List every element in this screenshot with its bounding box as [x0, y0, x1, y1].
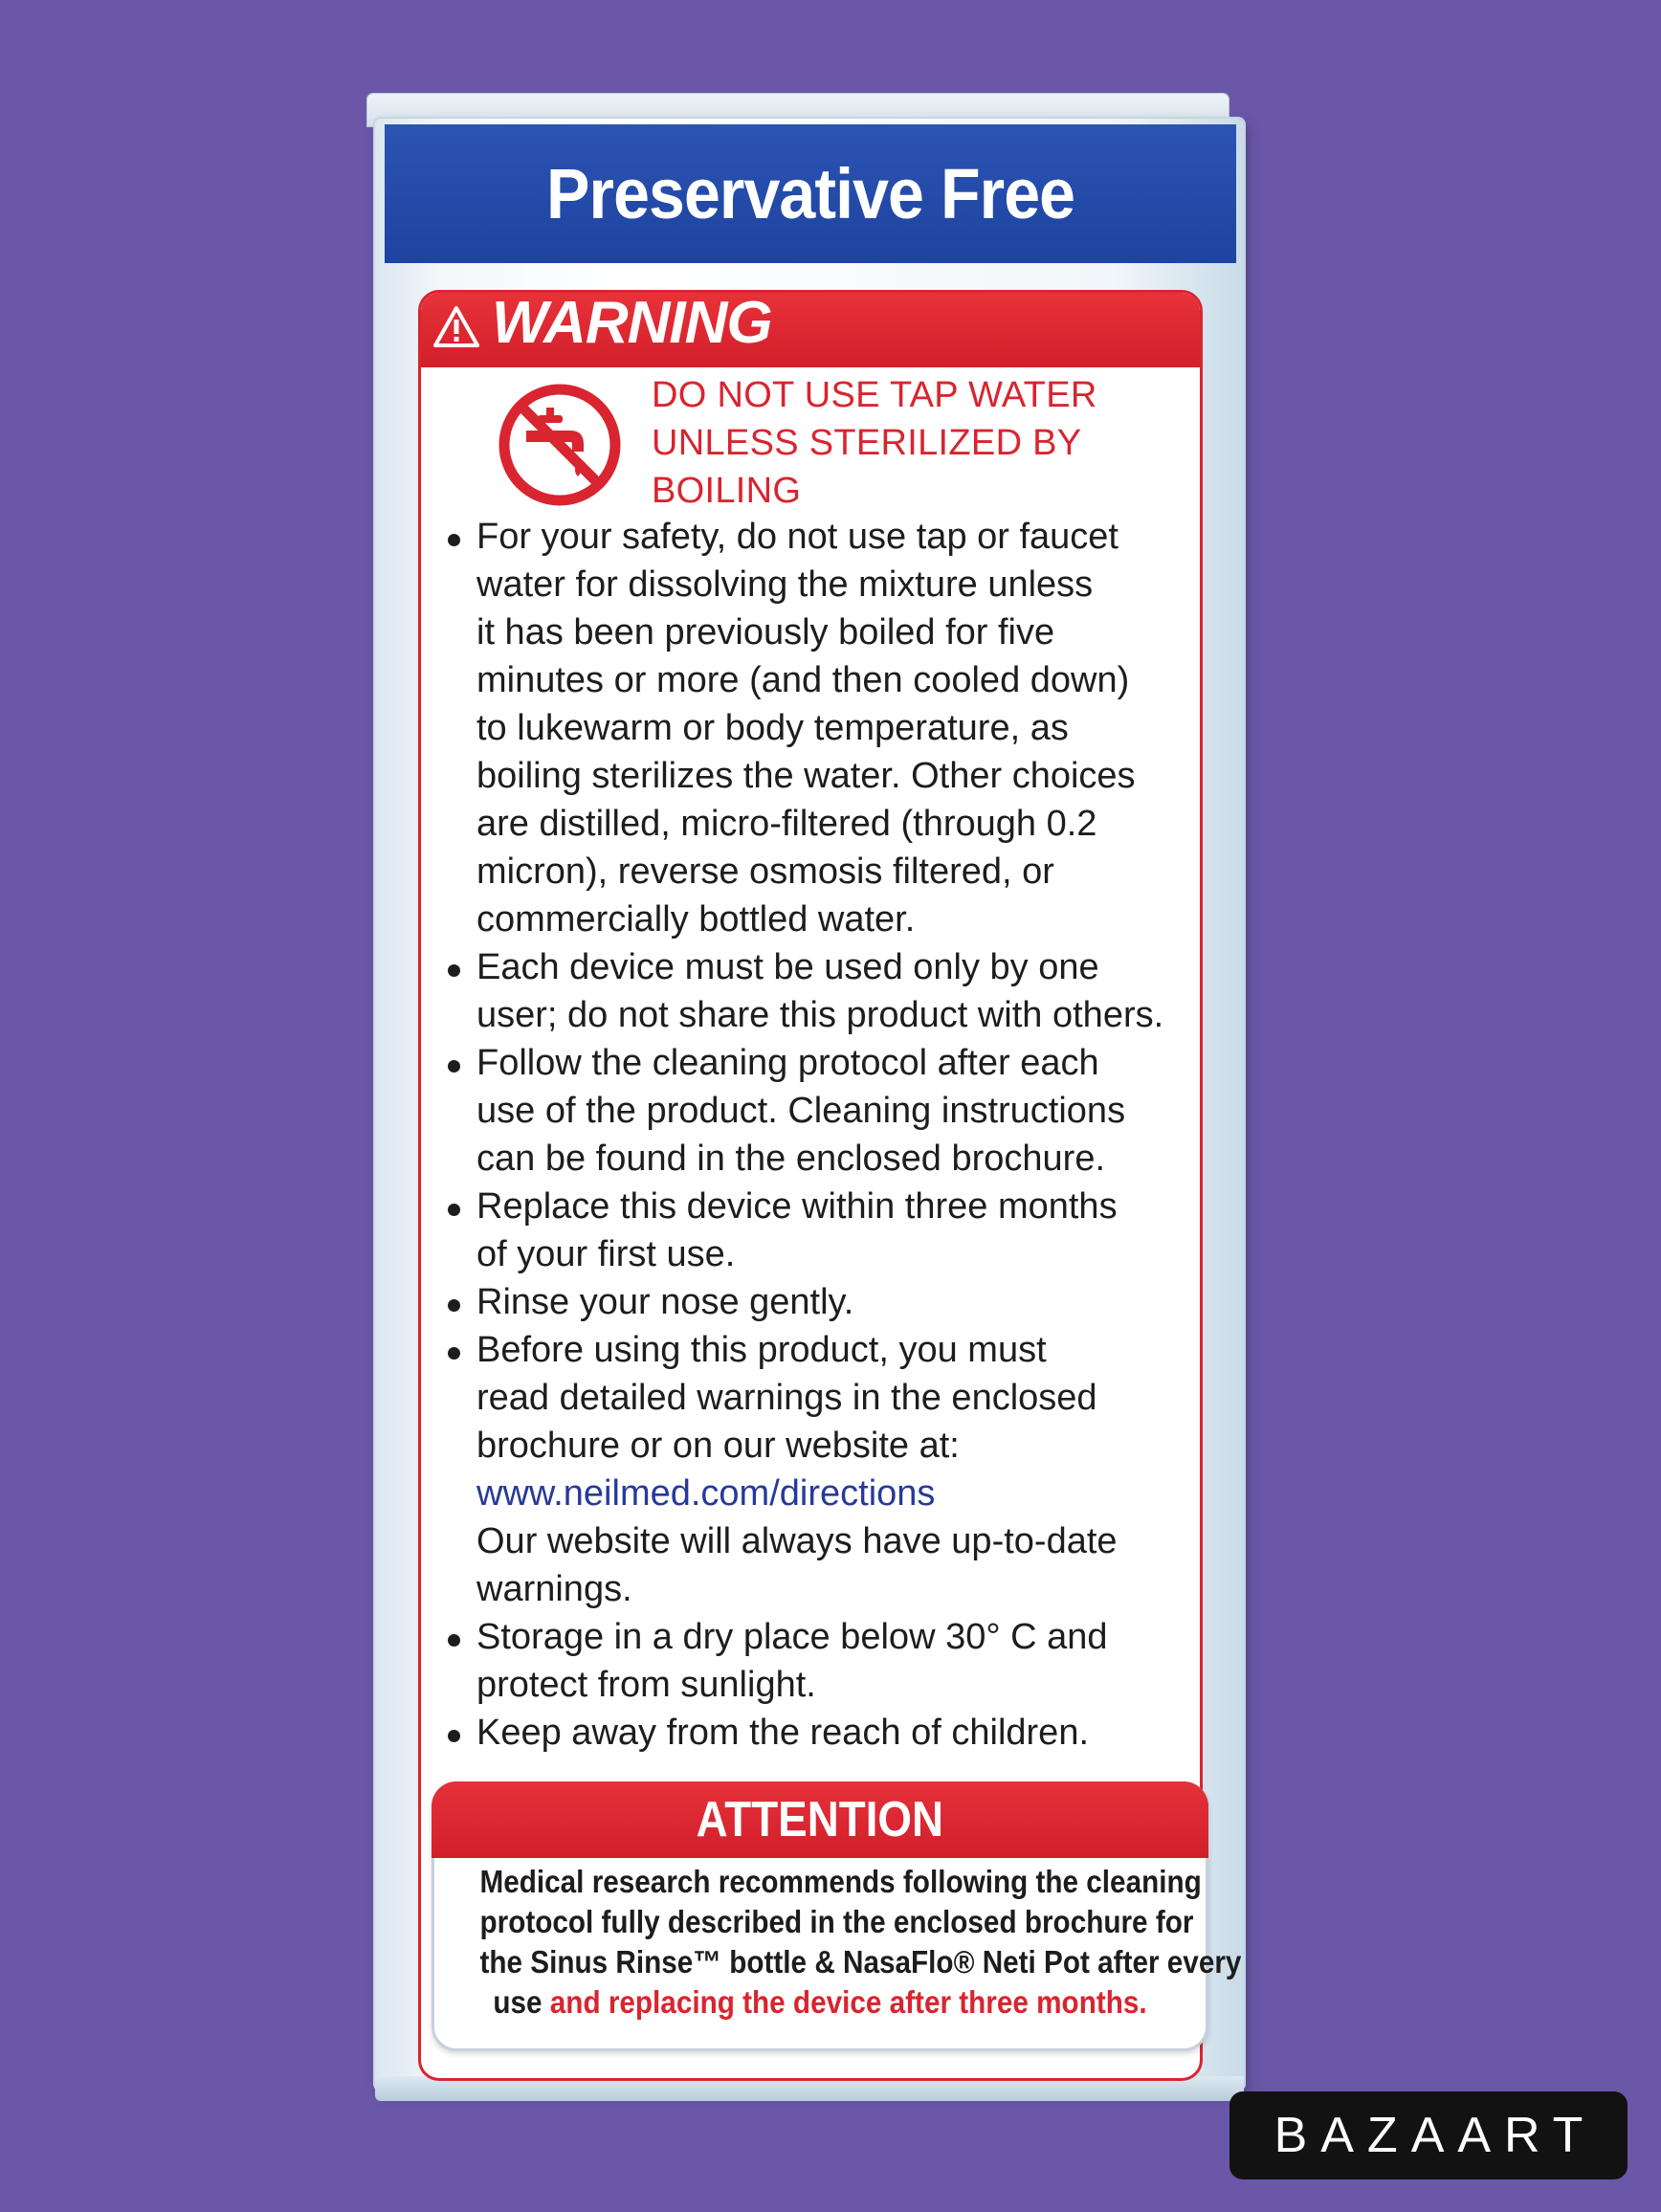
- bullet-storage: [445, 1613, 1191, 1709]
- tap-line: DO NOT USE TAP WATER: [652, 375, 1097, 415]
- bullet-line: of your first use.: [476, 1234, 736, 1274]
- bullet-line: Each device must be used only by one: [476, 947, 1099, 987]
- bullet-line: use of the product. Cleaning instructions: [476, 1091, 1126, 1131]
- bullet-line: boiling sterilizes the water. Other choices: [476, 756, 1136, 796]
- bullet-line: to lukewarm or body temperature, as: [476, 708, 1069, 748]
- attention-line: Medical research recommends following the cleaning: [479, 1864, 1202, 1899]
- attention-title: ATTENTION: [696, 1792, 944, 1847]
- bullet-line: commercially bottled water.: [476, 899, 916, 940]
- bullet-line: Rinse your nose gently.: [476, 1282, 854, 1322]
- preservative-free-banner: [385, 124, 1236, 263]
- warning-bullet-list: [445, 513, 1191, 1757]
- attention-last-line: [480, 1982, 1161, 2023]
- bullet-line: protect from sunlight.: [476, 1665, 816, 1705]
- tap-water-warning: [652, 371, 1149, 515]
- bullet-line: Replace this device within three months: [476, 1186, 1118, 1227]
- attention-line: protocol fully described in the enclosed brochure for: [479, 1904, 1194, 1939]
- bullet-line: it has been previously boiled for five: [476, 612, 1055, 653]
- bullet-line: micron), reverse osmosis filtered, or: [476, 852, 1054, 892]
- bullet-children: [445, 1709, 1191, 1757]
- bullet-read-warnings: [445, 1326, 1191, 1613]
- attention-text: [442, 1862, 1242, 2023]
- bullet-line: read detailed warnings in the enclosed: [476, 1378, 1097, 1418]
- bullet-cleaning: [445, 1039, 1191, 1183]
- bullet-line: Before using this product, you must: [476, 1330, 1047, 1370]
- attention-line: the Sinus Rinse™ bottle & NasaFlo® Neti Pot after every: [479, 1944, 1242, 1980]
- bullet-line: Follow the cleaning protocol after each: [476, 1043, 1099, 1083]
- attention-red-text: and replacing the device after three months.: [549, 1984, 1147, 2020]
- bullet-line: user; do not share this product with others.: [476, 995, 1164, 1035]
- tap-line: UNLESS STERILIZED BY: [652, 423, 1082, 463]
- attention-last-prefix: use: [493, 1984, 550, 2020]
- bullet-tap-water: [445, 513, 1191, 943]
- bullet-line: For your safety, do not use tap or faucet: [476, 517, 1118, 557]
- warning-title: WARNING: [492, 290, 772, 356]
- watermark-text: BAZAART: [1273, 2108, 1597, 2163]
- no-tap-water-icon: [496, 381, 624, 509]
- bullet-line: warnings.: [476, 1569, 632, 1609]
- bullet-line: minutes or more (and then cooled down): [476, 660, 1130, 700]
- banner-title: Preservative Free: [545, 154, 1075, 233]
- bullet-line: Our website will always have up-to-date: [476, 1521, 1118, 1561]
- bullet-line: can be found in the enclosed brochure.: [476, 1139, 1106, 1179]
- bullet-line: water for dissolving the mixture unless: [476, 564, 1094, 605]
- bazaart-watermark: [1229, 2091, 1628, 2179]
- bullet-line: are distilled, micro-filtered (through 0.2: [476, 804, 1097, 844]
- website-link[interactable]: www.neilmed.com/directions: [476, 1473, 936, 1514]
- warning-triangle-icon: [432, 304, 480, 348]
- bullet-line: Keep away from the reach of children.: [476, 1713, 1090, 1753]
- attention-header: [432, 1781, 1208, 1858]
- tap-line: BOILING: [652, 471, 802, 511]
- bullet-rinse: [445, 1278, 1191, 1326]
- bullet-replace: [445, 1183, 1191, 1278]
- bullet-one-user: [445, 943, 1191, 1039]
- bullet-line: brochure or on our website at:: [476, 1426, 960, 1466]
- bullet-line: Storage in a dry place below 30° C and: [476, 1617, 1108, 1657]
